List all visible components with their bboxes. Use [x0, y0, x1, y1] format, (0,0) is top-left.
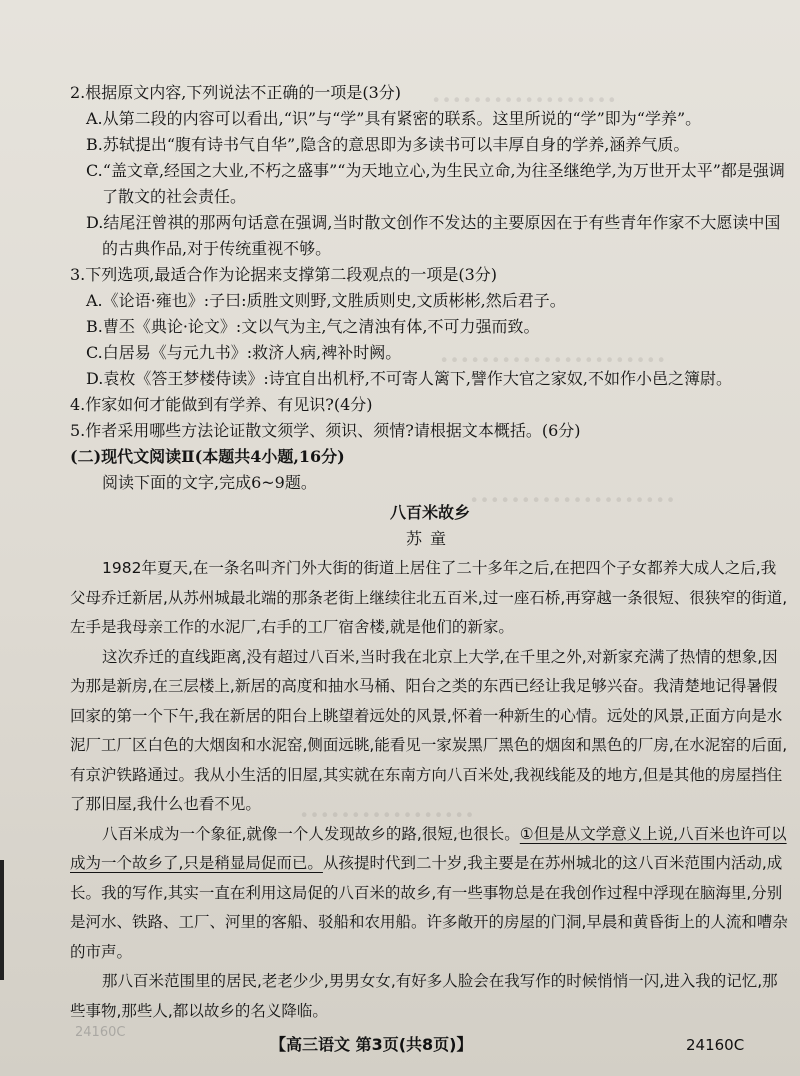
question-2-stem: 2.根据原文内容,下列说法不正确的一项是(3分): [70, 83, 402, 102]
question-3-stem: 3.下列选项,最适合作为论据来支撑第二段观点的一项是(3分): [70, 265, 498, 284]
question-2-option-c: C.“盖文章,经国之大业,不朽之盛事”“为天地立心,为生民立命,为往圣继绝学,为万世开太平”都是强调了散文的社会责任。: [86, 161, 785, 206]
question-2-option-a: A.从第二段的内容可以看出,“识”与“学”具有紧密的联系。这里所说的“学”即为“学养”。: [86, 109, 702, 128]
page-number: 【高三语文 第3页(共8页)】: [270, 1035, 473, 1054]
question-3-option-c: C.白居易《与元九书》:救济人病,裨补时阙。: [86, 343, 402, 362]
underlined-sentence-1: ①但是从文学意义上说,八百米也许可以成为一个故乡了,只是稍显局促而已。: [70, 824, 787, 872]
scan-edge-shadow: [0, 860, 4, 980]
page-footer: [0, 1020, 800, 1060]
page-content: [70, 80, 790, 1026]
bleed-through-text: ∙∙∙∙∙∙∙∙∙∙∙∙∙∙∙∙∙∙∙∙∙∙: [440, 350, 668, 370]
question-2-option-b: B.苏轼提出“腹有诗书气自华”,隐含的意思即为多读书可以丰厚自身的学养,涵养气质。: [86, 135, 690, 154]
question-3-option-a: A.《论语·雍也》:子曰:质胜文则野,文胜质则史,文质彬彬,然后君子。: [86, 291, 566, 310]
bleed-through-text: ∙∙∙∙∙∙∙∙∙∙∙∙∙∙∙∙∙: [300, 805, 476, 825]
essay-title: 八百米故乡: [389, 503, 470, 522]
question-2-option-d: D.结尾汪曾祺的那两句话意在强调,当时散文创作不发达的主要原因在于有些青年作家不大愿读中国的古典作品,对于传统重视不够。: [86, 213, 781, 258]
essay-paragraph-3-rest: 从孩提时代到二十岁,我主要是在苏州城北的这八百米范围内活动,成长。我的写作,其实一直在利用这局促的八百米的故乡,有一些事物总是在我创作过程中浮现在脑海里,分别是河水、铁路、工厂、河里的客船、驳船和农用船。许多敞开的房屋的门洞,早晨和黄昏街上的人流和嘈杂的市声。: [70, 854, 788, 961]
essay-paragraph-3: [70, 820, 790, 968]
bleed-through-code: 24160C: [75, 1025, 126, 1040]
essay-paragraph-2: 这次乔迁的直线距离,没有超过八百米,当时我在北京上大学,在千里之外,对新家充满了热情的想象,因为那是新房,在三层楼上,新居的高度和抽水马桶、阳台之类的东西已经让我足够兴奋。我清楚地记得暑假回家的第一个下午,我在新居的阳台上眺望着远处的风景,怀着一种新生的心情。远处的风景,正面方向是水泥厂工厂区白色的大烟囱和水泥窑,侧面远眺,能看见一家炭黑厂黑色的烟囱和黑色的厂房,在水泥窑的后面,有京沪铁路通过。我从小生活的旧屋,其实就在东南方向八百米处,我视线能及的地方,但是其他的房屋挡住了那旧屋,我什么也看不见。: [70, 647, 788, 813]
bleed-through-text: ∙∙∙∙∙∙∙∙∙∙∙∙∙∙∙∙∙∙∙∙: [470, 490, 677, 510]
question-5-stem: 5.作者采用哪些方法论证散文须学、须识、须情?请根据文本概括。(6分): [70, 421, 581, 440]
bleed-through-text: ∙∙∙∙∙∙∙∙∙∙∙∙∙∙∙∙∙∙: [432, 90, 619, 110]
section-header: (二)现代文阅读Ⅱ(本题共4小题,16分): [70, 447, 345, 466]
question-3-option-d: D.袁枚《答王梦楼侍读》:诗宜自出机杼,不可寄人篱下,譬作大官之家奴,不如作小邑之簿尉。: [86, 369, 732, 388]
essay-paragraph-1: 1982年夏天,在一条名叫齐门外大街的街道上居住了二十多年之后,在把四个子女都养大成人之后,我父母乔迁新居,从苏州城最北端的那条老街上继续往北五百米,过一座石桥,再穿越一条很短、很狭窄的街道,左手是我母亲工作的水泥厂,右手的工厂宿舍楼,就是他们的新家。: [70, 559, 788, 636]
question-4-stem: 4.作家如何才能做到有学养、有见识?(4分): [70, 395, 373, 414]
essay-paragraph-3-lead: 八百米成为一个象征,就像一个人发现故乡的路,很短,也很长。: [102, 824, 520, 843]
section-instruction: 阅读下面的文字,完成6~9题。: [102, 473, 317, 492]
exam-code: 24160C: [686, 1036, 745, 1054]
essay-author: 苏童: [405, 529, 454, 548]
essay-paragraph-4: 那八百米范围里的居民,老老少少,男男女女,有好多人脸会在我写作的时候悄悄一闪,进入我的记忆,那些事物,那些人,都以故乡的名义降临。: [70, 972, 778, 1020]
essay-body: [70, 554, 790, 1026]
question-3-option-b: B.曹丕《典论·论文》:文以气为主,气之清浊有体,不可力强而致。: [86, 317, 540, 336]
